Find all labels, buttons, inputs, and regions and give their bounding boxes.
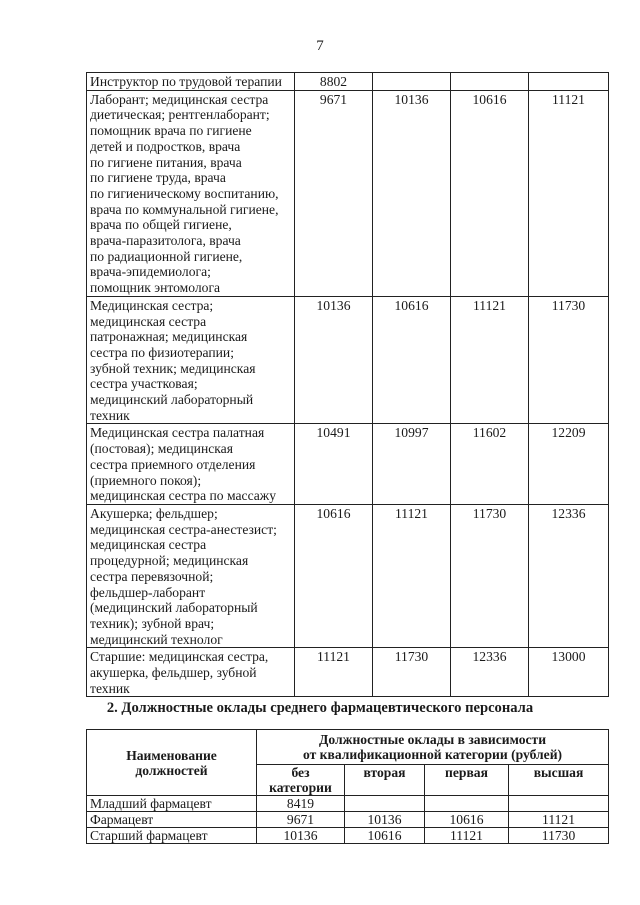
position-name-line: помощник врача по гигиене [90,123,252,139]
position-name-line: по радиационной гигиене, [90,248,243,264]
position-name-line: медицинская сестра по массажу [90,488,276,504]
position-name-line: сестра участковая; [90,376,198,392]
salary-no-category: 11121 [295,648,373,697]
position-name-line: медицинский лабораторный [90,392,254,408]
header-category-none-line2: категории [269,780,332,795]
position-name-line: по гигиене труда, врача [90,170,226,186]
salary-first: 11730 [451,504,529,647]
salary-second: 10616 [373,296,451,424]
salary-second: 10616 [345,828,425,844]
salary-no-category: 10616 [295,504,373,647]
position-name-line: медицинская сестра-анестезист; [90,521,277,537]
salary-no-category: 8802 [295,73,373,91]
salary-second: 11121 [373,504,451,647]
position-name-line: врача по общей гигиене, [90,217,232,233]
salary-no-category: 9671 [257,812,345,828]
header-group-line2: от квалификационной категории (рублей) [302,747,563,762]
salary-second [345,796,425,812]
salary-table-pharmacy [86,729,609,844]
position-name [87,648,295,697]
position-name-line: медицинская сестра [90,313,207,329]
salary-first: 11602 [451,424,529,505]
position-name [87,73,295,91]
position-name [87,424,295,505]
position-name-line: диетическая; рентгенлаборант; [90,107,270,123]
position-name-line: медицинский технолог [90,631,223,647]
salary-table-medical [86,72,609,697]
position-name [87,296,295,424]
position-name-line: врача по коммунальной гигиене, [90,201,279,217]
header-group-line1: Должностные оклады в зависимости [318,732,547,747]
table-row [87,296,609,424]
salary-highest: 12336 [529,504,609,647]
position-name-line: зубной техник; медицинская [90,360,256,376]
position-name-line: техник [90,680,130,696]
salary-table-pharmacy-body [87,796,609,844]
salary-second: 10136 [345,812,425,828]
position-name-line: помощник энтомолога [90,280,221,296]
position-name [87,90,295,296]
table-row [87,73,609,91]
salary-first: 10616 [425,812,509,828]
position-name-line: фельдшер-лаборант [90,584,206,600]
salary-no-category: 9671 [295,90,373,296]
position-name-line: сестра перевязочной; [90,568,214,584]
salary-first [425,796,509,812]
position-name-line: Медицинская сестра палатная [90,425,265,441]
salary-no-category: 8419 [257,796,345,812]
position-name-line: патронажная; медицинская [90,329,248,345]
salary-no-category: 10136 [295,296,373,424]
salary-highest: 13000 [529,648,609,697]
position-name: Фармацевт [87,812,257,828]
position-name-line: процедурной; медицинская [90,553,249,569]
salary-highest: 11730 [509,828,609,844]
position-name-line: Старшие: медицинская сестра, [90,649,269,665]
section-title: 2. Должностные оклады среднего фармацевтического персонала [106,700,534,716]
table-row [87,648,609,697]
position-name: Младший фармацевт [87,796,257,812]
table-row [87,504,609,647]
table-row [87,424,609,505]
table-row [87,812,609,828]
position-name-line: врача-паразитолога, врача [90,233,241,249]
salary-highest: 11121 [529,90,609,296]
salary-no-category: 10136 [257,828,345,844]
salary-second [373,73,451,91]
header-position-line1: Наименование [126,747,217,763]
position-name-line: сестра приемного отделения [90,456,256,472]
position-name-line: Медицинская сестра; [90,297,214,313]
position-name-line: акушерка, фельдшер, зубной [90,665,257,681]
salary-first: 11121 [425,828,509,844]
position-name-line: (медицинский лабораторный [90,600,258,616]
position-name-line: (приемного покоя); [90,472,202,488]
header-category-highest: высшая [509,765,609,796]
salary-second: 10997 [373,424,451,505]
salary-table-medical-body [87,73,609,697]
position-name-line: сестра по физиотерапии; [90,344,234,360]
position-name-line: техник); зубной врач; [90,615,215,631]
position-name-line: врача-эпидемиолога; [90,264,211,280]
table-row [87,796,609,812]
position-name-line: по гигиене питания, врача [90,154,242,170]
position-name: Старший фармацевт [87,828,257,844]
position-name-line: Акушерка; фельдшер; [90,505,218,521]
table-row [87,90,609,296]
position-name-line: (постовая); медицинская [90,441,233,457]
header-salary-group [257,730,609,765]
position-name-line: детей и подростков, врача [90,138,241,154]
position-name-line: Лаборант; медицинская сестра [90,91,269,107]
salary-second: 10136 [373,90,451,296]
position-name-line: техник [90,407,130,423]
header-position [87,730,257,796]
header-position-line2: должностей [135,762,208,778]
header-category-none [257,765,345,796]
table-row [87,828,609,844]
header-category-none-line1: без [291,765,310,780]
header-category-first: первая [425,765,509,796]
salary-highest [509,796,609,812]
position-name-line: медицинская сестра [90,537,207,553]
position-name [87,504,295,647]
salary-highest [529,73,609,91]
salary-first: 11121 [451,296,529,424]
position-name-line: Инструктор по трудовой терапии [90,74,282,89]
salary-no-category: 10491 [295,424,373,505]
table-header-row [87,730,609,765]
salary-highest: 11730 [529,296,609,424]
salary-first: 12336 [451,648,529,697]
position-name-line: по гигиеническому воспитанию, [90,185,279,201]
header-category-second: вторая [345,765,425,796]
salary-highest: 12209 [529,424,609,505]
salary-second: 11730 [373,648,451,697]
page-number: 7 [316,38,324,54]
salary-highest: 11121 [509,812,609,828]
salary-first: 10616 [451,90,529,296]
salary-first [451,73,529,91]
